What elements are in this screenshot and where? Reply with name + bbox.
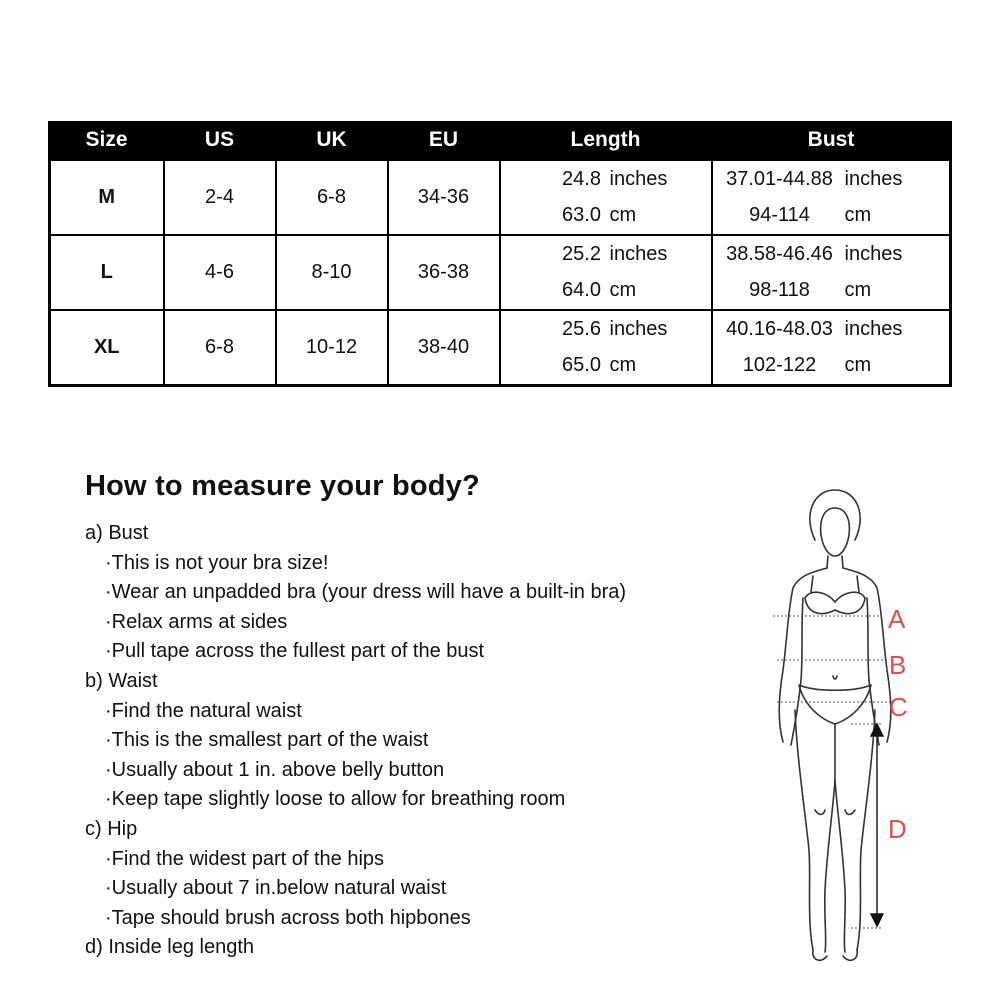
length-inches-value: 25.2 [562, 243, 601, 265]
header-bust: Bust [712, 121, 951, 160]
bust-cell [712, 160, 951, 235]
us-value: 2-4 [164, 160, 276, 235]
bust-cm-value: 98-118 [749, 279, 810, 301]
header-eu: EU [388, 121, 500, 160]
label-c: C [889, 692, 908, 722]
bust-cm-value: 94-114 [749, 204, 810, 226]
length-cell [500, 310, 712, 386]
header-uk: UK [276, 121, 388, 160]
measurement-lines [773, 616, 891, 928]
bust-inches-value: 40.16-48.03 [726, 318, 833, 340]
header-size: Size [50, 121, 164, 160]
section-heading-hip: c) Hip [85, 817, 138, 840]
length-inches-unit: inches [609, 318, 668, 340]
list-item: ·Usually about 1 in. above belly button [105, 758, 445, 781]
eu-value: 36-38 [388, 235, 500, 310]
bust-cm-value: 102-122 [742, 354, 817, 376]
length-inches-value: 24.8 [562, 168, 601, 190]
length-cm-unit: cm [609, 204, 637, 226]
bust-inches-unit: inches [844, 318, 903, 340]
list-item: ·Relax arms at sides [105, 610, 288, 633]
list-item: ·Find the natural waist [105, 699, 302, 722]
measure-instructions [85, 519, 626, 963]
table-header-row [50, 121, 951, 160]
bust-cell [712, 310, 951, 386]
uk-value: 10-12 [276, 310, 388, 386]
us-value: 6-8 [164, 310, 276, 386]
label-d: D [888, 814, 907, 844]
size-value: L [50, 235, 164, 310]
length-cell [500, 235, 712, 310]
body-outline-illustration [755, 480, 935, 980]
length-cm-unit: cm [609, 279, 637, 301]
length-cm-value: 63.0 [562, 204, 601, 226]
length-inches-value: 25.6 [562, 318, 601, 340]
bust-cm-unit: cm [844, 354, 872, 376]
size-value: M [50, 160, 164, 235]
table-row [50, 160, 951, 235]
length-inches-unit: inches [609, 168, 668, 190]
us-value: 4-6 [164, 235, 276, 310]
bust-inches-unit: inches [844, 168, 903, 190]
uk-value: 6-8 [276, 160, 388, 235]
table-row [50, 235, 951, 310]
bust-cell [712, 235, 951, 310]
label-b: B [889, 650, 907, 680]
length-inches-unit: inches [609, 243, 668, 265]
length-cm-value: 64.0 [562, 279, 601, 301]
bust-inches-value: 37.01-44.88 [726, 168, 833, 190]
list-item: ·This is the smallest part of the waist [105, 729, 429, 752]
list-item: ·Tape should brush across both hipbones [105, 906, 471, 929]
eu-value: 38-40 [388, 310, 500, 386]
list-item: ·Wear an unpadded bra (your dress will have a built-in bra) [105, 581, 627, 604]
label-a: A [888, 604, 906, 634]
body-outline [779, 490, 891, 960]
bust-inches-unit: inches [844, 243, 903, 265]
length-cm-value: 65.0 [562, 354, 601, 376]
inside-leg-arrow-icon [871, 724, 883, 926]
list-item: ·Find the widest part of the hips [105, 847, 385, 870]
uk-value: 8-10 [276, 235, 388, 310]
header-us: US [164, 121, 276, 160]
length-cm-unit: cm [609, 354, 637, 376]
section-heading-inside-leg: d) Inside leg length [85, 936, 255, 959]
eu-value: 34-36 [388, 160, 500, 235]
header-length: Length [500, 121, 712, 160]
bust-cm-unit: cm [844, 204, 872, 226]
length-cell [500, 160, 712, 235]
section-heading-waist: b) Waist [85, 669, 158, 692]
section-heading-bust: a) Bust [85, 522, 149, 544]
list-item: ·This is not your bra size! [105, 551, 329, 574]
size-chart-table [48, 121, 952, 387]
list-item: ·Pull tape across the fullest part of the bust [105, 640, 485, 663]
bust-inches-value: 38.58-46.46 [726, 243, 833, 265]
bust-cm-unit: cm [844, 279, 872, 301]
table-row [50, 310, 951, 386]
list-item: ·Keep tape slightly loose to allow for breathing room [105, 788, 566, 811]
measure-labels [888, 604, 908, 844]
guide-title: How to measure your body? [85, 470, 480, 502]
size-value: XL [50, 310, 164, 386]
list-item: ·Usually about 7 in.below natural waist [105, 877, 447, 900]
